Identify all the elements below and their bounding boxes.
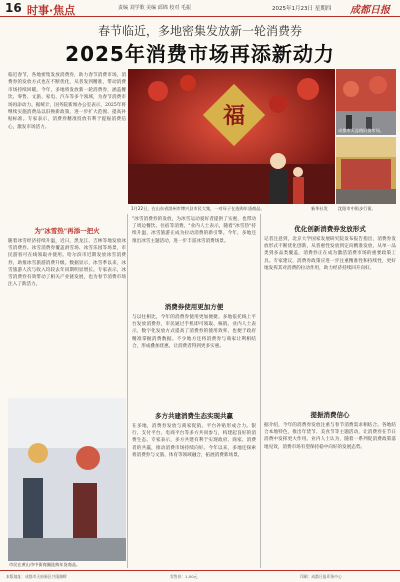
svg-text:福: 福 [222,103,246,129]
page-number: 16 [5,1,22,15]
footer-price: 零售价：1.00元 [170,574,198,579]
subhead-coupon-use: 消费券使用更加方便 [164,303,224,311]
column-2: "冰雪消费券的发放，为冰雪运动爱好者提供了实惠，也带动了周边餐饮、住宿等消费。"业内人士表示，随着"冰雪热"持续升温，冰雪旅游正成为拉动消费的新引擎。今年，多地还推出冰雪主题活动，进一步丰富冰雪消费场景。 [132,217,256,244]
kicker-headline: 春节临近，多地密集发放新一轮消费券 [97,24,302,38]
side2-caption: 沈阳市中街步行街。 [338,206,376,211]
page-footer [0,570,400,582]
subhead-ecosystem: 多方共建消费生态实现共赢 [155,412,233,420]
main-photo-credit: 新华社发 [311,206,328,211]
column-6: 据介绍，今年的消费券发放注重与春节消费需求相结合。各地结合本地特色，推出年货节、美食节等主题活动，让消费券在节日消费中发挥更大作用。业内人士认为，随着一系列促消费政策落地见效，消费市场有望保持稳中向好的发展态势。 [264,423,396,450]
column-divider [127,214,128,568]
main-headline: 2025年消费市场再添新动力 [65,42,335,66]
subhead-ice-snow: 为"冰雪热"再添一把火 [34,227,100,235]
side-photo-chengdu [336,69,396,135]
issue-date: 2025年1月23日 星期四 [272,6,332,12]
editor-credits: 责编 刘学歌 美编 邱锦 校对 毛振 [118,5,191,11]
main-photo-caption: 1月22日，在山东省滨州市博兴县市民大集，一对母子在选购年货商品。 [131,206,265,211]
masthead [0,0,400,17]
column-4: 在多地，消费券发放与商家促销、平台补贴形成合力。银行、支付平台、电商平台等多方共同参与，构建起良好的消费生态。专家表示，多方共建有利于实现政府、商家、消费者的共赢，推动消费市场持续向好。今年以来，多地还探索将消费券与文旅、体育等领域融合，拓展消费新场景。 [132,424,256,458]
section-title: 时事·焦点 [27,4,76,17]
subhead-confidence: 提振消费信心 [310,411,350,419]
main-photo [128,69,335,204]
side-photo-shenyang [336,137,396,204]
column-5: 记者注意到，北京大学国家发展研究院发布报告指出，消费券发放形式不断优化创新，从普惠性发放到定向精准发放，从单一品类到多品类覆盖，消费券正在成为激活消费市场的重要政策工具。专家建议，消费券政策应进一步注重精准性和持续性，更好地发挥其对消费的拉动作用，助力经济持续回升向好。 [264,237,396,271]
side1-caption: 成都市天益路旧货市场。 [338,128,385,133]
footer-address: 本版地址：成都市天府新区兴隆湖畔 [6,574,67,579]
left-photo [8,398,126,561]
lead-paragraph: 临近春节，各地密集发放消费券，助力春节消费市场。消费券的发放方式也在不断优化，从普发到精准，带动消费市场持续回暖。今年，多地将发放新一轮消费券，涵盖餐饮、零售、文旅、家电、汽车等多个领域，为春节消费市场再添动力。据统计，国务院新闻办公室表示，2025年将继续实施消费品以旧换新政策，进一步扩大范围、提高补贴标准。专家表示，消费券精准投放有利于提振消费信心，激发市场活力。 [8,73,126,130]
column-3: 与以往相比，今年的消费券使用更加便捷。多地依托线上平台发放消费券，市民通过手机即可领取、核销。业内人士表示，数字化发放方式提高了消费券的使用效率，也便于政府精准掌握消费数据。不少地方还将消费券与商家让利相结合，形成叠加优惠，让消费者得到更多实惠。 [132,315,256,349]
subhead-innovation: 优化创新消费券发放形式 [294,225,366,233]
left-photo-caption: 市民在黄山市中街商圈选购年货商品。 [9,562,81,567]
newspaper-logo: 成都日报 [350,5,390,16]
footer-printer: 印刷：成都日报印务中心 [300,574,342,579]
column-divider [260,214,261,568]
column-1: 随着冰雪经济持续升温，近日，黑龙江、吉林等地发放冰雪消费券。冰雪消费券覆盖滑雪场、冰雪乐园等场景，市民游客可在线领取并使用。哈尔滨市近期发放冰雪消费券，助推冰雪旅游消费升级。数据显示，冰雪季以来，冰雪旅游人次与收入均较去年同期明显增长。专家表示，冰雪消费券有效带动了相关产业链发展，也为春节消费市场注入了新活力。 [8,239,126,288]
